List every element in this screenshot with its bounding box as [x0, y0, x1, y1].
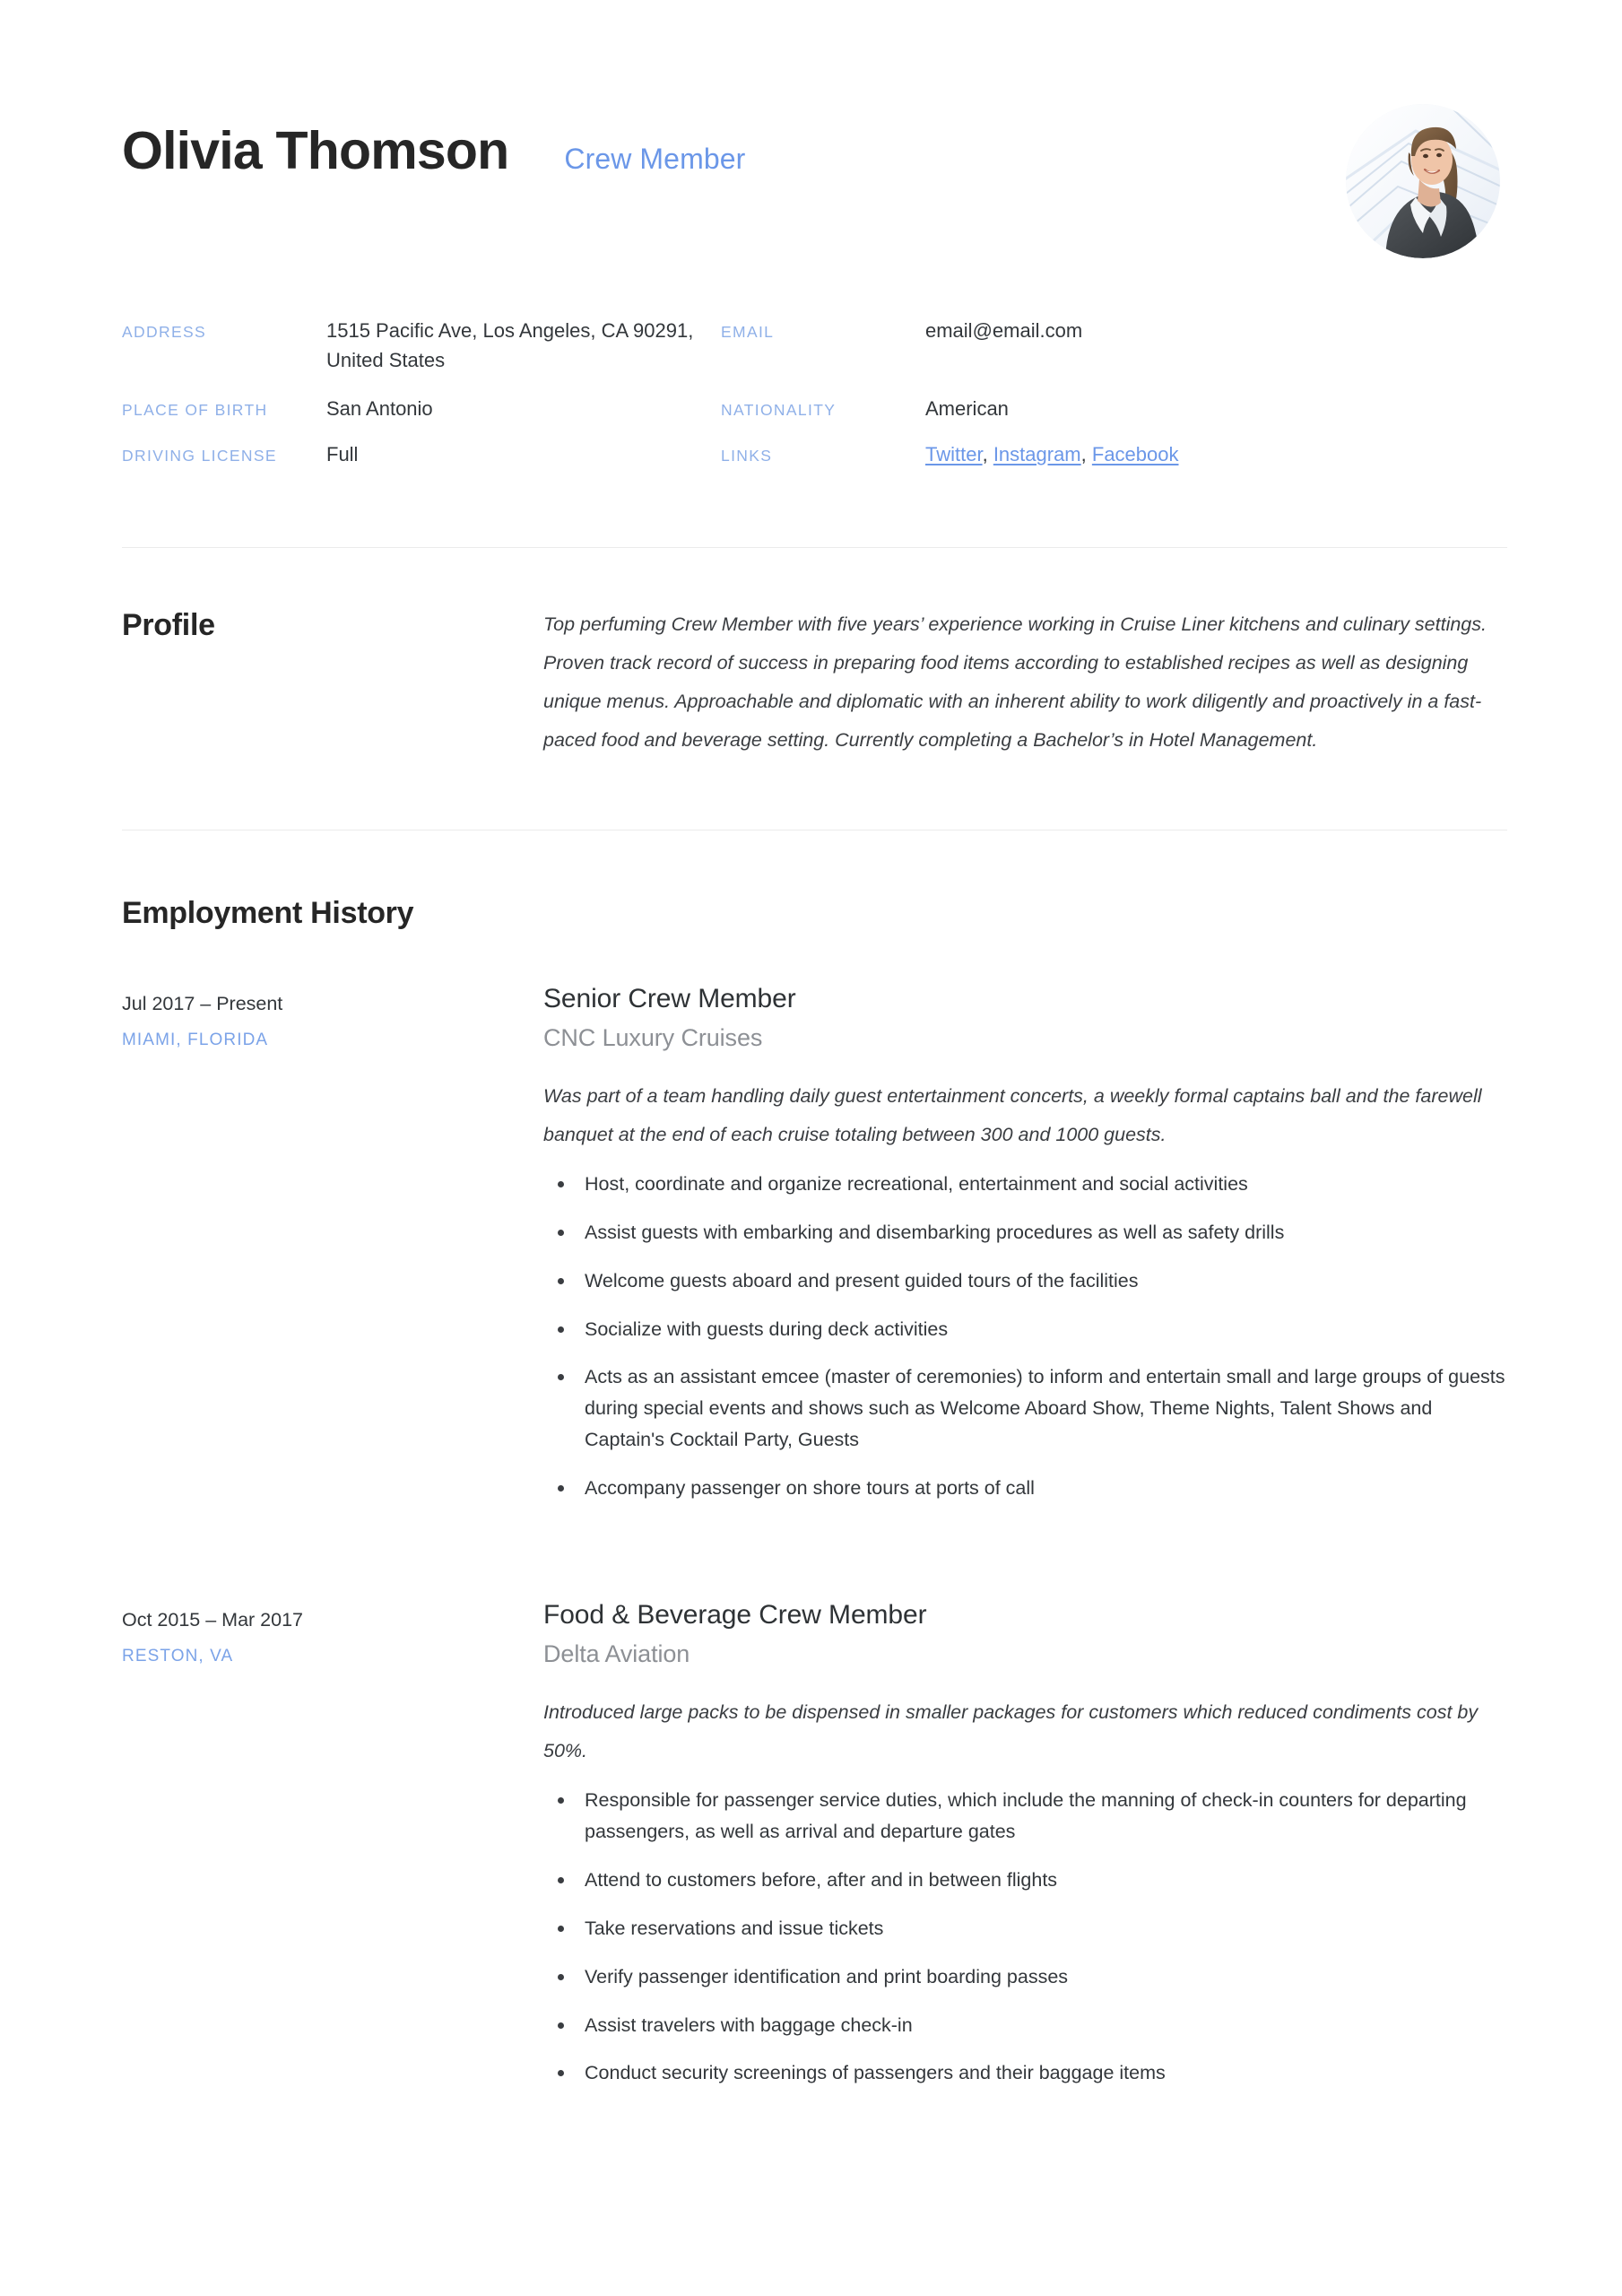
email-label: EMAIL	[721, 323, 775, 341]
resume-header	[122, 121, 1507, 258]
employment-bullet: Take reservations and issue tickets	[543, 1913, 1507, 1944]
name-title-row	[122, 121, 1507, 180]
nationality-label: NATIONALITY	[721, 400, 837, 419]
driving-license-value: Full	[326, 443, 359, 466]
employment-bullet: Conduct security screenings of passengers and their baggage items	[543, 2057, 1507, 2089]
divider-after-profile	[122, 830, 1507, 831]
employment-bullet: Host, coordinate and organize recreational, entertainment and social activities	[543, 1169, 1507, 1200]
employment-role: Food & Beverage Crew Member	[543, 1599, 927, 1630]
employment-bullet: Assist guests with embarking and disembarking procedures as well as safety drills	[543, 1217, 1507, 1248]
employment-location: MIAMI, FLORIDA	[122, 1030, 269, 1049]
place-of-birth-label: PLACE OF BIRTH	[122, 400, 268, 419]
employment-section-title: Employment History	[122, 895, 414, 930]
employment-bullet: Acts as an assistant emcee (master of ceremonies) to inform and entertain small and large groups of guests during special events and shows such as Welcome Aboard Show, Theme Nights, Talent Shows and Captain's Cocktail Party, Guests	[543, 1361, 1507, 1455]
header-job-title: Crew Member	[564, 143, 746, 175]
employment-bullet-list	[543, 1169, 1507, 1504]
link-instagram[interactable]: Instagram	[993, 443, 1081, 466]
employment-bullet: Attend to customers before, after and in between flights	[543, 1865, 1507, 1896]
profile-text: Top perfuming Crew Member with five years’ experience working in Cruise Liner kitchens and culinary settings. Proven track record of success in preparing food items according to established recipes as well as designing unique menus. Approachable and diplomatic with an inherent ability to work diligently and proactively in a fast-paced food and beverage setting. Currently completing a Bachelor’s in Hotel Management.	[543, 613, 1487, 751]
employment-entry	[122, 1598, 1507, 2106]
link-separator: ,	[982, 443, 993, 466]
email-value[interactable]: email@email.com	[925, 319, 1083, 342]
address-label: ADDRESS	[122, 323, 207, 341]
employment-entry-meta	[122, 982, 543, 1521]
employment-entry-body	[543, 1598, 1507, 2106]
employment-dates: Oct 2015 – Mar 2017	[122, 1608, 303, 1631]
page-title: Olivia Thomson	[122, 121, 509, 180]
employment-entry	[122, 982, 1507, 1521]
employment-role: Senior Crew Member	[543, 983, 796, 1013]
employment-summary: Was part of a team handling daily guest entertainment concerts, a weekly formal captains ball and the farewell banquet at the end of each cruise totaling between 300 and 1000 guests.	[543, 1085, 1482, 1146]
avatar	[1346, 104, 1500, 258]
employment-bullet-list	[543, 1785, 1507, 2089]
divider-after-contact	[122, 547, 1507, 548]
employment-bullet: Socialize with guests during deck activities	[543, 1314, 1507, 1345]
nationality-value: American	[925, 396, 1009, 420]
links-value[interactable]	[925, 439, 1507, 485]
links-label: LINKS	[721, 447, 773, 465]
employment-bullet: Responsible for passenger service duties, which include the manning of check-in counters for departing passengers, as well as arrival and departure gates	[543, 1785, 1507, 1848]
employment-dates: Jul 2017 – Present	[122, 992, 283, 1014]
contact-details	[122, 316, 1507, 486]
employment-company: Delta Aviation	[543, 1640, 690, 1668]
employment-bullet: Assist travelers with baggage check-in	[543, 2010, 1507, 2041]
employment-summary: Introduced large packs to be dispensed in smaller packages for customers which reduced condiments cost by 50%.	[543, 1701, 1479, 1762]
employment-entry-meta	[122, 1598, 543, 2106]
link-separator: ,	[1080, 443, 1092, 466]
place-of-birth-value: San Antonio	[326, 396, 433, 420]
employment-location: RESTON, VA	[122, 1647, 234, 1666]
profile-section	[122, 605, 1507, 760]
driving-license-label: DRIVING LICENSE	[122, 447, 277, 465]
link-twitter[interactable]: Twitter	[925, 443, 983, 466]
link-facebook[interactable]: Facebook	[1091, 443, 1179, 466]
employment-entry-body	[543, 982, 1507, 1521]
employment-list	[122, 982, 1507, 2107]
employment-bullet: Welcome guests aboard and present guided tours of the facilities	[543, 1265, 1507, 1297]
address-value: 1515 Pacific Ave, Los Angeles, CA 90291, United States	[326, 319, 694, 372]
employment-bullet: Verify passenger identification and print boarding passes	[543, 1961, 1507, 1993]
portrait-photo-icon	[1346, 104, 1500, 258]
profile-section-title: Profile	[122, 607, 215, 642]
employment-company: CNC Luxury Cruises	[543, 1024, 763, 1052]
employment-bullet: Accompany passenger on shore tours at ports of call	[543, 1473, 1507, 1504]
